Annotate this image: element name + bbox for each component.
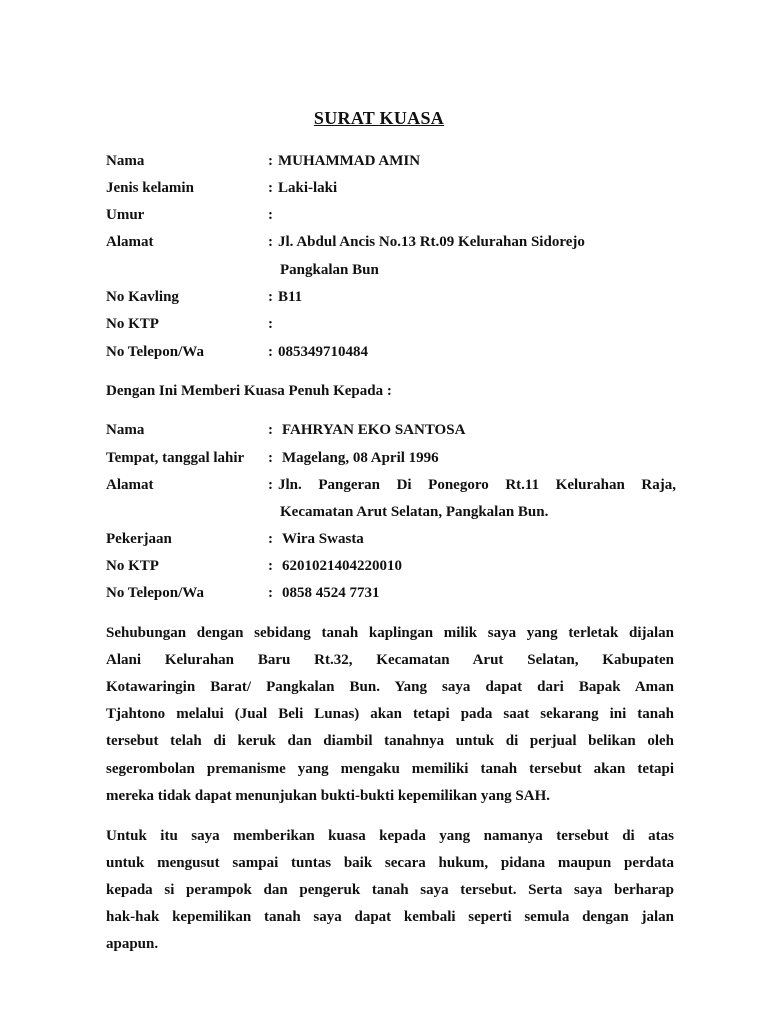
field-label: No Telepon/Wa <box>106 344 204 360</box>
field-value-wrap <box>268 420 676 440</box>
field-label: Umur <box>106 207 145 223</box>
field-label: No KTP <box>106 558 159 574</box>
paragraph1-line: segerombolan premanisme yang mengaku memiliki tanah tersebut akan tetapi <box>106 761 674 777</box>
colon: : <box>268 344 273 360</box>
field-label: No Telepon/Wa <box>106 585 204 601</box>
field-label: No KTP <box>106 316 159 332</box>
document-title: SURAT KUASA <box>313 108 445 128</box>
grantor-umur-row <box>106 205 676 225</box>
grantor-no-telepon-value: 085349710484 <box>278 344 368 360</box>
paragraph2-line: apapun. <box>106 936 159 952</box>
intro-text: Dengan Ini Memberi Kuasa Penuh Kepada : <box>106 383 392 399</box>
field-value-wrap <box>268 583 676 603</box>
field-label: Pekerjaan <box>106 531 172 547</box>
field-label: No Kavling <box>106 289 179 305</box>
field-value-wrap <box>268 205 676 225</box>
paragraph1-line: Kotawaringin Barat/ Pangkalan Bun. Yang saya dapat dari Bapak Aman <box>106 679 674 695</box>
grantor-no-telepon-row <box>106 342 676 362</box>
field-value-wrap <box>268 287 676 307</box>
grantee-alamat-row <box>106 475 676 495</box>
field-label: Alamat <box>106 234 154 250</box>
grantee-no-telepon-row <box>106 583 676 603</box>
grantor-no-kavling-value: B11 <box>278 289 303 305</box>
grantee-pekerjaan-value: Wira Swasta <box>282 531 364 547</box>
colon: : <box>268 450 273 466</box>
paragraph1-line: Alani Kelurahan Baru Rt.32, Kecamatan Arut Selatan, Kabupaten <box>106 652 674 668</box>
field-value-wrap <box>268 448 676 468</box>
field-value-wrap <box>268 151 676 171</box>
grantee-pekerjaan-row <box>106 529 676 549</box>
grantee-alamat-continuation: Kecamatan Arut Selatan, Pangkalan Bun. <box>280 504 549 520</box>
paragraph1-line: tersebut telah di keruk dan diambil tanahnya untuk di perjual belikan oleh <box>106 733 674 749</box>
colon: : <box>268 289 273 305</box>
grantee-ttl-value: Magelang, 08 April 1996 <box>282 450 439 466</box>
colon: : <box>268 585 273 601</box>
grantee-ttl-row <box>106 448 676 468</box>
colon: : <box>268 531 273 547</box>
colon: : <box>268 316 273 332</box>
field-label: Tempat, tanggal lahir <box>106 450 245 466</box>
field-value-wrap <box>268 556 676 576</box>
field-value-wrap <box>268 232 676 252</box>
paragraph2-line: kepada si perampok dan pengeruk tanah saya tersebut. Serta saya berharap <box>106 882 674 898</box>
grantee-nama-row <box>106 420 676 440</box>
paragraph2-line: untuk mengusut sampai tuntas baik secara hukum, pidana maupun perdata <box>106 855 674 871</box>
colon: : <box>268 477 273 493</box>
paragraph2-line: Untuk itu saya memberikan kuasa kepada yang namanya tersebut di atas <box>106 828 674 844</box>
grantor-jenis-kelamin-value: Laki-laki <box>278 180 338 196</box>
grantor-alamat-row <box>106 232 676 252</box>
grantee-no-telepon-value: 0858 4524 7731 <box>282 585 380 601</box>
field-label: Jenis kelamin <box>106 180 194 196</box>
grantor-jenis-kelamin-row <box>106 178 676 198</box>
colon: : <box>268 207 273 223</box>
field-label: Nama <box>106 422 145 438</box>
field-value-wrap <box>268 314 676 334</box>
field-label: Alamat <box>106 477 154 493</box>
grantor-alamat-value: Jl. Abdul Ancis No.13 Rt.09 Kelurahan Sidorejo <box>278 234 585 250</box>
field-value-wrap <box>268 529 676 549</box>
colon: : <box>268 558 273 574</box>
grantee-no-ktp-row <box>106 556 676 576</box>
field-value-wrap <box>268 475 676 495</box>
colon: : <box>268 422 273 438</box>
colon: : <box>268 153 273 169</box>
field-label: Nama <box>106 153 145 169</box>
paragraph1-line: Tjahtono melalui (Jual Beli Lunas) akan tetapi pada saat sekarang ini tanah <box>106 706 674 722</box>
grantee-no-ktp-value: 6201021404220010 <box>282 558 402 574</box>
grantee-nama-value: FAHRYAN EKO SANTOSA <box>282 422 466 438</box>
grantor-nama-value: MUHAMMAD AMIN <box>278 153 421 169</box>
grantor-no-ktp-row <box>106 314 676 334</box>
grantor-alamat-continuation: Pangkalan Bun <box>280 262 379 278</box>
grantor-nama-row <box>106 151 676 171</box>
field-value-wrap <box>268 178 676 198</box>
paragraph1-line: mereka tidak dapat menunjukan bukti-bukti kepemilikan yang SAH. <box>106 788 551 804</box>
paragraph2-line: hak-hak kepemilikan tanah saya dapat kembali seperti semula dengan jalan <box>106 909 674 925</box>
colon: : <box>268 234 273 250</box>
grantor-no-kavling-row <box>106 287 676 307</box>
grantee-alamat-value: Jln. Pangeran Di Ponegoro Rt.11 Kelurahan Raja, <box>278 477 676 493</box>
colon: : <box>268 180 273 196</box>
field-value-wrap <box>268 342 676 362</box>
paragraph1-line: Sehubungan dengan sebidang tanah kaplingan milik saya yang terletak dijalan <box>106 625 674 641</box>
